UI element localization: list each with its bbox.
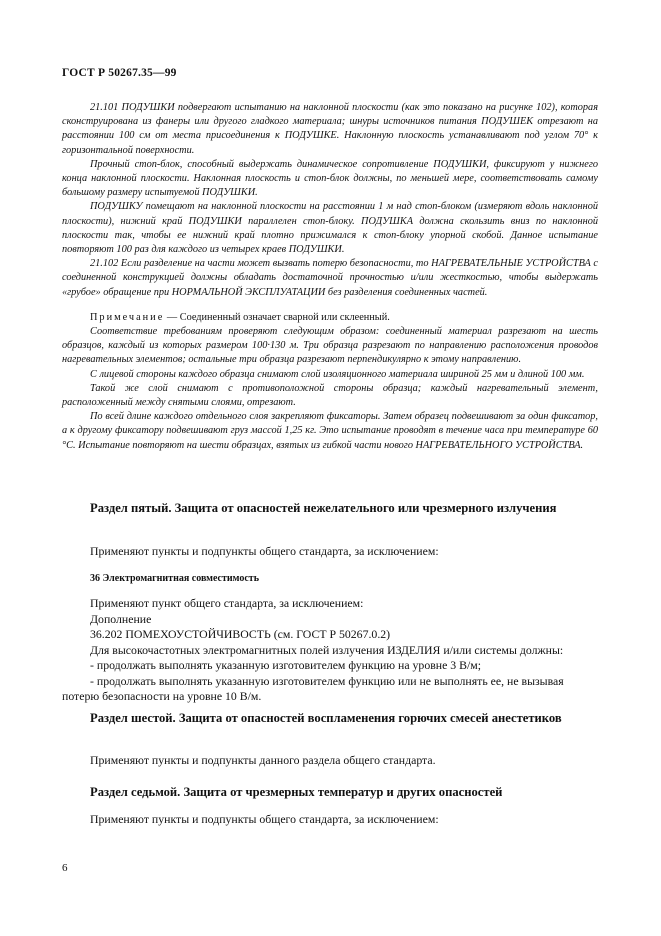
document-code-header: ГОСТ Р 50267.35—99 [62,67,177,79]
section7-title: Раздел седьмой. Защита от чрезмерных температур и других опасностей [90,785,503,799]
paragraph-21-102: 21.102 Если разделение на части может вызвать потерю безопасности, то НАГРЕВАТЕЛЬНЫЕ УСТРОЙСТВА с соединенной конструкцией должны обладать достаточной прочностью и/или жесткостью, чтобы выдержать «грубое» обращение при НОРМАЛЬНОЙ ЭКСПЛУАТАЦИИ без разделения соединенных частей. [62,258,598,298]
note-text: — Соединенный означает сварной или склеенный. [166,312,390,323]
section6-title: Раздел шестой. Защита от опасностей воспламенения горючих смесей анестетиков [90,711,562,725]
clause-text-block-top [62,101,598,300]
section7-intro: Применяют пункты и подпункты общего стандарта, за исключением: [90,812,439,826]
line-1: Применяют пункт общего стандарта, за исключением: [90,596,364,610]
paragraph-pillow-placement: ПОДУШКУ помещают на наклонной плоскости на расстоянии 1 м над стоп-блоком (измеряют вдоль наклонной плоскости), нижний край ПОДУШКИ параллелен стоп-блоку. ПОДУШКА должна скользить вниз по наклонной плоскости так, чтобы ее нижний край плотно прижимался к стоп-блоку упорной скобой. Данное испытание повторяют 100 раз для каждого из четырех краев ПОДУШКИ. [62,201,598,256]
section5-body [62,596,600,705]
paragraph-stop-block: Прочный стоп-блок, способный выдержать динамическое сопротивление ПОДУШКИ, фиксируют у нижнего конца наклонной плоскости. Наклонная плоскость и стоп-блок должны, по меньшей мере, соответствовать самому большому размеру испытуемой ПОДУШКИ. [62,158,598,199]
line-3vm: - продолжать выполнять указанную изготовителем функцию на уровне 3 В/м; [90,658,482,672]
line-hf-fields: Для высокочастотных электромагнитных полей излучения ИЗДЕЛИЯ и/или системы должны: [90,642,564,657]
note [62,311,598,325]
note-label: Примечание [90,312,165,323]
line-addition: Дополнение [90,611,152,626]
clause-text-block-bottom [62,325,598,453]
section5-title: Раздел пятый. Защита от опасностей нежелательного или чрезмерного излучения [90,501,557,515]
section5-intro: Применяют пункты и подпункты общего стандарта, за исключением: [90,544,439,558]
line-36-202: 36.202 ПОМЕХОУСТОЙЧИВОСТЬ (см. ГОСТ Р 50267.0.2) [90,627,391,641]
paragraph-face-side: С лицевой стороны каждого образца снимают слой изоляционного материала шириной 25 мм и длиной 100 мм. [90,368,585,380]
paragraph-opposite-side: Такой же слой снимают с противоположной стороны образца; каждый нагревательный элемент, расположенный между снятыми слоями, отрезают. [62,382,598,409]
paragraph-21-101: 21.101 ПОДУШКИ подвергают испытанию на наклонной плоскости (как это показано на рисунке 102), которая сконструирована из фанеры или другого гладкого материала; шнуры источников питания ПОДУШЕК отрезают на расстоянии 100 см от места присоединения к ПОДУШКЕ. Наклонную плоскость устанавливают под углом 70° к горизонтальной поверхности. [62,102,598,156]
paragraph-fixators: По всей длине каждого отдельного слоя закрепляют фиксаторы. Затем образец подвешивают за один фиксатор, а к другому фиксатору подвешивают груз массой 1,25 кг. Это испытание проводят в течение часа при температуре 60 °С. Испытание повторяют на шести образцах, взятых из гибкой части нового НАГРЕВАТЕЛЬНОГО УСТРОЙСТВА. [62,411,598,451]
line-10vm: - продолжать выполнять указанную изготовителем функцию или не выполнять ее, не вызывая потерю безопасности на уровне 10 В/м. [62,673,564,703]
paragraph-compliance: Соответствие требованиям проверяют следующим образом: соединенный материал разрезают на шесть образцов, каждый из которых размером 100·130 м. Три образца разрезают по направлению расположения проводов нагревательных элементов; остальные три образца разрезают перпендикулярно к этому направлению. [62,326,598,366]
section6-intro: Применяют пункты и подпункты данного раздела общего стандарта. [90,753,436,767]
subheading-emc: 36 Электромагнитная совместимость [90,573,259,584]
page-number: 6 [62,862,68,874]
